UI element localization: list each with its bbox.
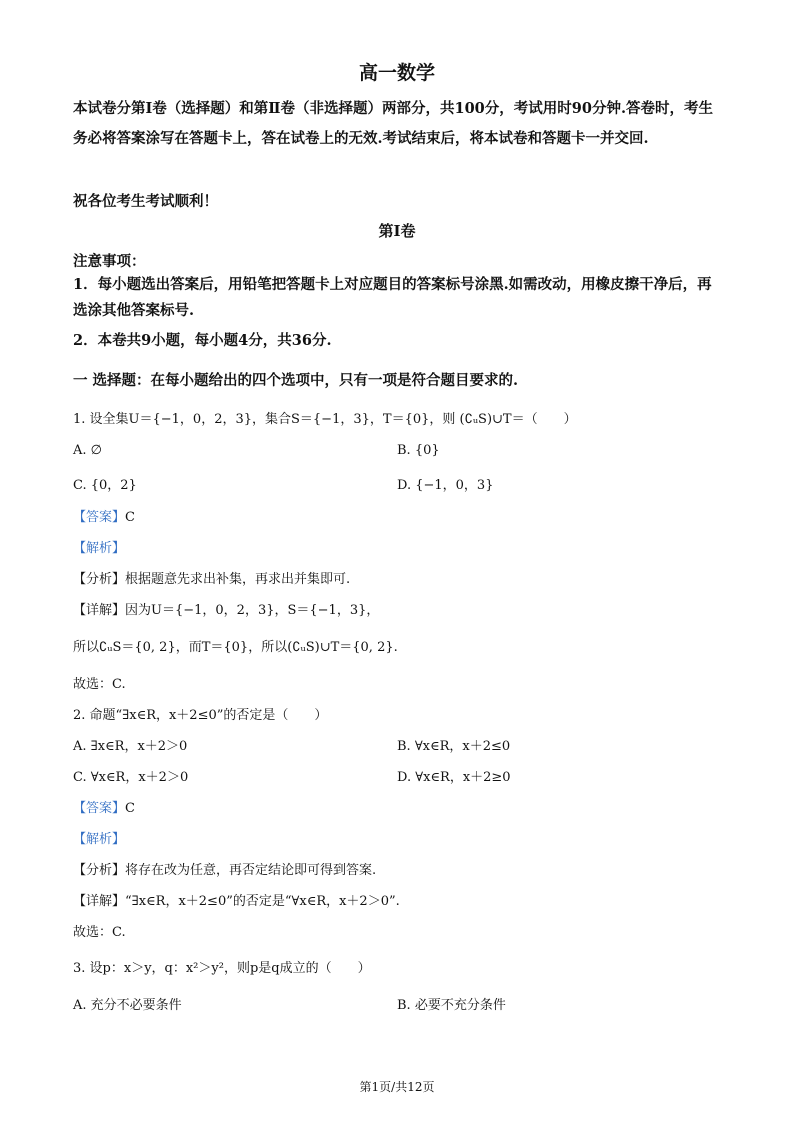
good-luck-line: 祝各位考生考试顺利！ xyxy=(73,193,218,210)
answer-value: C xyxy=(125,801,135,816)
question-2-option-a: A. ∃x∈R，x＋2＞0 xyxy=(73,739,188,754)
question-2-detail xyxy=(73,890,400,909)
answer-value: C xyxy=(125,510,135,525)
question-1-option-b: B. {0} xyxy=(397,443,440,458)
answer-tag: 【答案】 xyxy=(73,510,126,525)
question-1-stem: 1. 设全集U＝{−1，0，2，3}，集合S＝{−1，3}，T＝{0}，则 (∁ᵤS)∪T＝（ ） xyxy=(73,412,577,427)
question-2-option-d: D. ∀x∈R，x＋2≥0 xyxy=(397,770,511,785)
question-1-option-c: C. {0，2} xyxy=(73,478,137,493)
section-title: 第Ⅰ卷 xyxy=(378,222,416,240)
question-3-option-a: A. 充分不必要条件 xyxy=(73,998,182,1013)
fenxi-tag: 【分析】 xyxy=(73,572,126,587)
question-1-analysis-tag: 【解析】 xyxy=(73,541,126,556)
question-1-detail xyxy=(73,599,379,618)
detail-text: 因为U＝{−1，0，2，3}，S＝{−1，3}， xyxy=(125,603,380,618)
fenxi-tag: 【分析】 xyxy=(73,863,126,878)
detail-text: “∃x∈R，x＋2≤0”的否定是“∀x∈R，x＋2＞0”. xyxy=(125,894,400,909)
page-title: 高一数学 xyxy=(358,62,435,84)
question-1-option-d: D. {−1，0，3} xyxy=(397,478,494,493)
notice-item-2: 2．本卷共9小题，每小题4分，共36分. xyxy=(73,332,332,349)
question-2-fenxi xyxy=(73,859,376,878)
detail-tag: 【详解】 xyxy=(73,603,126,618)
page-number: 第1页/共12页 xyxy=(359,1080,435,1094)
detail-tag: 【详解】 xyxy=(73,894,126,909)
question-2-option-b: B. ∀x∈R，x＋2≤0 xyxy=(397,739,511,754)
notice-title: 注意事项： xyxy=(73,253,146,270)
question-1-answer xyxy=(73,506,135,525)
answer-tag: 【答案】 xyxy=(73,801,126,816)
question-2-analysis-tag: 【解析】 xyxy=(73,832,126,847)
question-2-stem: 2. 命题“∃x∈R，x＋2≤0”的否定是（ ） xyxy=(73,708,328,723)
question-2-option-c: C. ∀x∈R，x＋2＞0 xyxy=(73,770,189,785)
exam-intro: 本试卷分第Ⅰ卷（选择题）和第Ⅱ卷（非选择题）两部分，共100分，考试用时90分钟.答卷时，考生务必将答案涂写在答题卡上，答在试卷上的无效.考试结束后，将本试卷和答题卡一并交回. xyxy=(73,100,713,147)
notice-item-1: 1．每小题选出答案后，用铅笔把答题卡上对应题目的答案标号涂黑.如需改动，用橡皮擦干净后，再选涂其他答案标号. xyxy=(73,276,712,319)
question-1-choose: 故选：C. xyxy=(73,677,126,692)
question-1-fenxi xyxy=(73,568,350,587)
question-3-option-b: B. 必要不充分条件 xyxy=(397,998,506,1013)
question-1-option-a: A. ∅ xyxy=(73,443,102,458)
fenxi-text: 根据题意先求出补集，再求出并集即可. xyxy=(125,572,351,587)
question-2-answer xyxy=(73,797,135,816)
question-3-stem: 3. 设p：x＞y，q：x²＞y²，则p是q成立的（ ） xyxy=(73,961,371,976)
question-1-detail-2: 所以∁ᵤS＝{0, 2}，而T＝{0}，所以(∁ᵤS)∪T＝{0, 2}. xyxy=(73,640,398,655)
part-title: 一 选择题：在每小题给出的四个选项中，只有一项是符合题目要求的. xyxy=(73,372,519,389)
question-2-choose: 故选：C. xyxy=(73,925,126,940)
fenxi-text: 将存在改为任意，再否定结论即可得到答案. xyxy=(125,863,377,878)
